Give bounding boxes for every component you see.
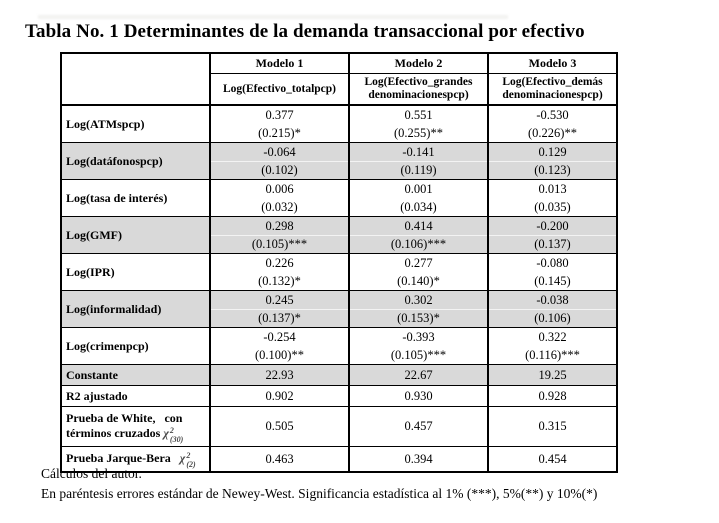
coefficient-value: -0.200	[536, 219, 569, 233]
std-error-value: (0.116)***	[525, 348, 580, 362]
coefficient-cell	[488, 105, 617, 143]
coefficient-value: -0.038	[536, 293, 569, 307]
row-label: Log(crimenpcp)	[61, 328, 210, 365]
statistic-cell: 0.315	[488, 407, 617, 447]
std-error-value: (0.137)	[489, 235, 616, 253]
table-row	[61, 291, 617, 328]
coefficient-value: 0.298	[265, 219, 294, 233]
depvar-header-3: Log(Efectivo_demás denominacionespcp)	[488, 74, 617, 106]
std-error-value: (0.106)***	[350, 235, 487, 253]
coefficient-value: -0.064	[263, 145, 296, 159]
coefficient-value: 0.226	[265, 256, 294, 270]
coefficient-value: -0.080	[536, 256, 569, 270]
coefficient-cell	[488, 291, 617, 328]
depvar-header-1: Log(Efectivo_totalpcp)	[210, 74, 349, 106]
std-error-value: (0.032)	[261, 200, 298, 214]
coefficient-cell	[210, 180, 349, 217]
table-row	[61, 143, 617, 180]
std-error-value: (0.215)*	[258, 126, 301, 140]
model-header-2: Modelo 2	[349, 53, 488, 74]
statistic-cell: 0.457	[349, 407, 488, 447]
statistic-cell: 22.67	[349, 365, 488, 386]
row-label: Log(GMF)	[61, 217, 210, 254]
chi-square-notation: $\chi^2_{(2)}$	[179, 451, 196, 470]
row-label: Log(ATMspcp)	[61, 105, 210, 143]
statistic-cell: 0.930	[349, 386, 488, 407]
model-header-1: Modelo 1	[210, 53, 349, 74]
std-error-value: (0.105)***	[211, 235, 348, 253]
std-error-value: (0.106)	[489, 309, 616, 327]
coefficient-value: 0.277	[404, 256, 433, 270]
std-error-value: (0.119)	[350, 161, 487, 179]
std-error-value: (0.145)	[534, 274, 571, 288]
std-error-value: (0.132)*	[258, 274, 301, 288]
row-label: Log(informalidad)	[61, 291, 210, 328]
coefficient-value: 0.551	[404, 108, 433, 122]
model-header-row	[61, 53, 617, 74]
coefficient-value: -0.393	[402, 330, 435, 344]
row-label: Log(IPR)	[61, 254, 210, 291]
std-error-value: (0.255)**	[394, 126, 443, 140]
table-row	[61, 180, 617, 217]
coefficient-value: 0.322	[538, 330, 567, 344]
std-error-value: (0.034)	[400, 200, 437, 214]
table-row	[61, 105, 617, 143]
statistic-cell: 19.25	[488, 365, 617, 386]
table-row	[61, 447, 617, 473]
coefficient-cell	[349, 291, 488, 328]
table-title: Tabla No. 1 Determinantes de la demanda transaccional por efectivo	[25, 21, 585, 42]
coefficient-value: 0.013	[538, 182, 567, 196]
coefficient-value: -0.254	[263, 330, 296, 344]
coefficient-value: 0.245	[265, 293, 294, 307]
statistic-cell: 0.454	[488, 447, 617, 473]
statistic-cell: 0.902	[210, 386, 349, 407]
table-row	[61, 254, 617, 291]
model-header-3: Modelo 3	[488, 53, 617, 74]
coefficient-cell	[210, 105, 349, 143]
coefficient-value: 0.001	[404, 182, 433, 196]
row-label: Constante	[61, 365, 210, 386]
coefficient-value: -0.530	[536, 108, 569, 122]
depvar-header-2: Log(Efectivo_grandes denominacionespcp)	[349, 74, 488, 106]
coefficient-value: -0.141	[402, 145, 435, 159]
row-label: Prueba Jarque-Bera $\chi^2_{(2)}$	[61, 447, 210, 473]
table-row	[61, 386, 617, 407]
std-error-value: (0.035)	[534, 200, 571, 214]
coefficient-cell	[210, 143, 349, 180]
corner-cell	[61, 53, 210, 105]
table-body	[61, 105, 617, 472]
table-row	[61, 217, 617, 254]
row-label: Log(datáfonospcp)	[61, 143, 210, 180]
row-label: R2 ajustado	[61, 386, 210, 407]
coefficient-cell	[349, 105, 488, 143]
coefficient-value: 0.129	[538, 145, 567, 159]
coefficient-value: 0.377	[265, 108, 294, 122]
chi-square-notation: $\chi^2_{(30)}$	[163, 425, 184, 445]
footnote-significance: En paréntesis errores estándar de Newey-West. Significancia estadística al 1% (***), 5%(**) y 10%(*)	[41, 486, 598, 501]
coefficient-cell	[349, 217, 488, 254]
row-label: Prueba de White, con términos cruzados $\chi^2_{(30)}$	[61, 407, 210, 447]
coefficient-cell	[210, 328, 349, 365]
coefficient-cell	[488, 217, 617, 254]
scan-artifact	[38, 15, 508, 19]
regression-table	[60, 52, 618, 473]
coefficient-cell	[488, 143, 617, 180]
coefficient-cell	[488, 180, 617, 217]
std-error-value: (0.102)	[211, 161, 348, 179]
table-row	[61, 365, 617, 386]
coefficient-cell	[210, 254, 349, 291]
std-error-value: (0.100)**	[255, 348, 304, 362]
coefficient-cell	[210, 217, 349, 254]
statistic-cell: 0.394	[349, 447, 488, 473]
std-error-value: (0.123)	[489, 161, 616, 179]
coefficient-value: 0.414	[404, 219, 433, 233]
row-label: Log(tasa de interés)	[61, 180, 210, 217]
coefficient-cell	[349, 328, 488, 365]
std-error-value: (0.140)*	[397, 274, 440, 288]
coefficient-cell	[210, 291, 349, 328]
coefficient-value: 0.302	[404, 293, 433, 307]
footnote-source: Cálculos del autor.	[41, 466, 142, 481]
std-error-value: (0.105)***	[390, 348, 447, 362]
coefficient-cell	[488, 328, 617, 365]
std-error-value: (0.153)*	[350, 309, 487, 327]
statistic-cell: 0.463	[210, 447, 349, 473]
coefficient-cell	[349, 254, 488, 291]
coefficient-cell	[488, 254, 617, 291]
coefficient-cell	[349, 180, 488, 217]
statistic-cell: 22.93	[210, 365, 349, 386]
coefficient-value: 0.006	[265, 182, 294, 196]
table-row	[61, 407, 617, 447]
std-error-value: (0.137)*	[211, 309, 348, 327]
coefficient-cell	[349, 143, 488, 180]
std-error-value: (0.226)**	[528, 126, 577, 140]
table-row	[61, 328, 617, 365]
statistic-cell: 0.505	[210, 407, 349, 447]
statistic-cell: 0.928	[488, 386, 617, 407]
